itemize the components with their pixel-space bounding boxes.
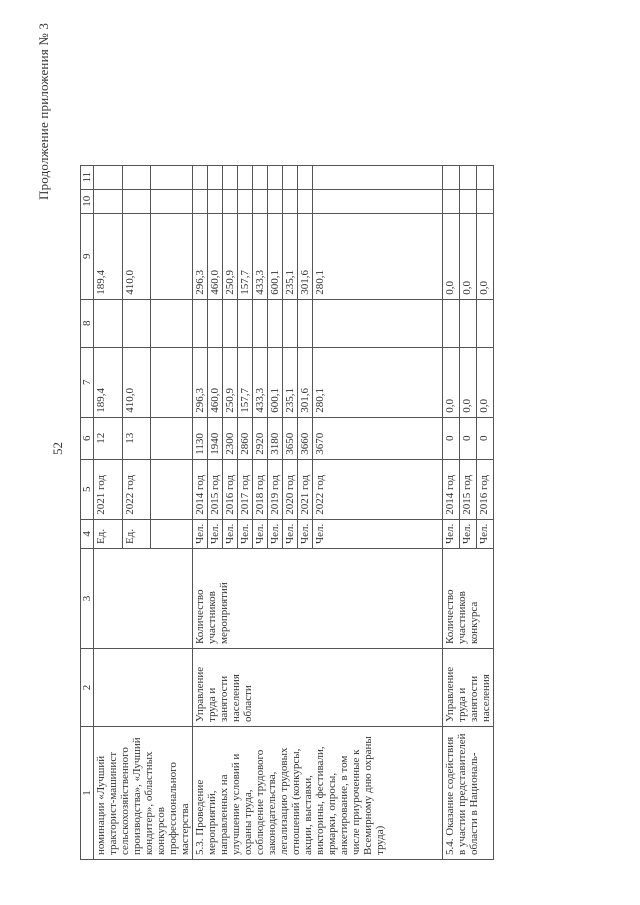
value-cell: 157,7 bbox=[238, 347, 253, 417]
value-cell: 189,4 bbox=[94, 213, 123, 299]
value-cell: 600,1 bbox=[268, 347, 283, 417]
value-cell: 3180 bbox=[268, 417, 283, 459]
value-cell: 1940 bbox=[208, 417, 223, 459]
value-cell bbox=[122, 189, 151, 213]
year-cell: 2018 год bbox=[253, 459, 268, 519]
unit-cell: Чел. bbox=[477, 519, 494, 548]
value-cell: 301,6 bbox=[298, 213, 313, 299]
value-cell: 460,0 bbox=[208, 213, 223, 299]
executor-cell bbox=[94, 649, 193, 727]
value-cell: 410,0 bbox=[122, 213, 151, 299]
unit-cell: Ед. bbox=[94, 519, 123, 548]
indicator-cell bbox=[94, 549, 193, 649]
unit-cell: Чел. bbox=[223, 519, 238, 548]
value-cell: 157,7 bbox=[238, 213, 253, 299]
executor-cell: Управление труда и занятости населения области bbox=[193, 649, 443, 727]
year-cell: 2019 год bbox=[268, 459, 283, 519]
unit-cell: Чел. bbox=[313, 519, 443, 548]
value-cell: 235,1 bbox=[283, 347, 298, 417]
executor-cell: Управление труда и занятости населения bbox=[443, 649, 494, 727]
value-cell: 189,4 bbox=[94, 347, 123, 417]
value-cell: 0,0 bbox=[460, 347, 477, 417]
value-cell: 2300 bbox=[223, 417, 238, 459]
value-cell: 1130 bbox=[193, 417, 208, 459]
col-num: 2 bbox=[81, 649, 94, 727]
value-cell: 280,1 bbox=[313, 347, 443, 417]
value-cell: 433,3 bbox=[253, 347, 268, 417]
value-cell: 460,0 bbox=[208, 347, 223, 417]
value-cell: 280,1 bbox=[313, 213, 443, 299]
value-cell: 0,0 bbox=[477, 347, 494, 417]
unit-cell: Чел. bbox=[443, 519, 460, 548]
year-cell: 2022 год bbox=[313, 459, 443, 519]
year-cell: 2015 год bbox=[460, 459, 477, 519]
value-cell: 250,9 bbox=[223, 347, 238, 417]
value-cell: 600,1 bbox=[268, 213, 283, 299]
page-number: 52 bbox=[50, 442, 65, 455]
indicator-cell: Количество участников мероприятий bbox=[193, 549, 443, 649]
unit-cell: Чел. bbox=[268, 519, 283, 548]
table-row bbox=[193, 165, 208, 859]
col-num: 1 bbox=[81, 727, 94, 860]
value-cell: 3660 bbox=[298, 417, 313, 459]
value-cell: 296,3 bbox=[193, 213, 208, 299]
value-cell: 410,0 bbox=[122, 347, 151, 417]
year-cell: 2017 год bbox=[238, 459, 253, 519]
unit-cell: Чел. bbox=[253, 519, 268, 548]
value-cell bbox=[94, 165, 123, 189]
column-number-row bbox=[81, 165, 94, 859]
measure-name-cell: номинации «Лучший тракторист-машинист сельскохозяйственного производства», «Лучший кондитер», областных конкурсов профессионального мастерства bbox=[94, 727, 193, 860]
value-cell: 0,0 bbox=[443, 213, 460, 299]
indicator-cell: Количество участников конкурса bbox=[443, 549, 494, 649]
value-cell: 235,1 bbox=[283, 213, 298, 299]
value-cell: 250,9 bbox=[223, 213, 238, 299]
col-num: 4 bbox=[81, 519, 94, 548]
year-cell: 2021 год bbox=[298, 459, 313, 519]
measure-name-cell: 5.4. Оказание содействия в участии представителей области в Националь- bbox=[443, 727, 494, 860]
value-cell: 301,6 bbox=[298, 347, 313, 417]
unit-cell: Ед. bbox=[122, 519, 151, 548]
value-cell: 0 bbox=[443, 417, 460, 459]
unit-cell: Чел. bbox=[238, 519, 253, 548]
col-num: 10 bbox=[81, 189, 94, 213]
year-cell: 2020 год bbox=[283, 459, 298, 519]
unit-cell: Чел. bbox=[298, 519, 313, 548]
value-cell: 0,0 bbox=[443, 347, 460, 417]
value-cell bbox=[94, 299, 123, 347]
col-num: 11 bbox=[81, 165, 94, 189]
year-cell: 2022 год bbox=[122, 459, 151, 519]
unit-cell: Чел. bbox=[208, 519, 223, 548]
col-num: 5 bbox=[81, 459, 94, 519]
unit-cell: Чел. bbox=[460, 519, 477, 548]
unit-cell: Чел. bbox=[193, 519, 208, 548]
col-num: 6 bbox=[81, 417, 94, 459]
unit-cell: Чел. bbox=[283, 519, 298, 548]
col-num: 3 bbox=[81, 549, 94, 649]
year-cell: 2014 год bbox=[443, 459, 460, 519]
appendix-caption: Продолжение приложения № 3 bbox=[36, 22, 51, 200]
col-num: 7 bbox=[81, 347, 94, 417]
col-num: 9 bbox=[81, 213, 94, 299]
col-num: 8 bbox=[81, 299, 94, 347]
value-cell: 12 bbox=[94, 417, 123, 459]
value-cell bbox=[94, 189, 123, 213]
year-cell: 2016 год bbox=[477, 459, 494, 519]
value-cell: 0 bbox=[477, 417, 494, 459]
value-cell: 0,0 bbox=[460, 213, 477, 299]
value-cell: 296,3 bbox=[193, 347, 208, 417]
value-cell bbox=[122, 299, 151, 347]
value-cell: 3670 bbox=[313, 417, 443, 459]
year-cell: 2016 год bbox=[223, 459, 238, 519]
value-cell: 13 bbox=[122, 417, 151, 459]
value-cell: 3650 bbox=[283, 417, 298, 459]
table-row bbox=[94, 165, 123, 859]
measure-name-cell: 5.3. Проведение мероприятий, направленных на улучшение условий и охраны труда, соблюдение трудового законодательства, легализацию трудовых отношений (конкурсы, акции, выставки, викторины, фестивали, ярмарки, опросы, анкетирование, в том числе приуроченные к Всемирному дню охраны труда) bbox=[193, 727, 443, 860]
value-cell: 0 bbox=[460, 417, 477, 459]
value-cell: 2920 bbox=[253, 417, 268, 459]
year-cell: 2015 год bbox=[208, 459, 223, 519]
value-cell: 433,3 bbox=[253, 213, 268, 299]
program-table bbox=[80, 165, 494, 860]
year-cell: 2014 год bbox=[193, 459, 208, 519]
value-cell: 2860 bbox=[238, 417, 253, 459]
year-cell: 2021 год bbox=[94, 459, 123, 519]
value-cell bbox=[122, 165, 151, 189]
table-row bbox=[443, 165, 460, 859]
value-cell: 0,0 bbox=[477, 213, 494, 299]
